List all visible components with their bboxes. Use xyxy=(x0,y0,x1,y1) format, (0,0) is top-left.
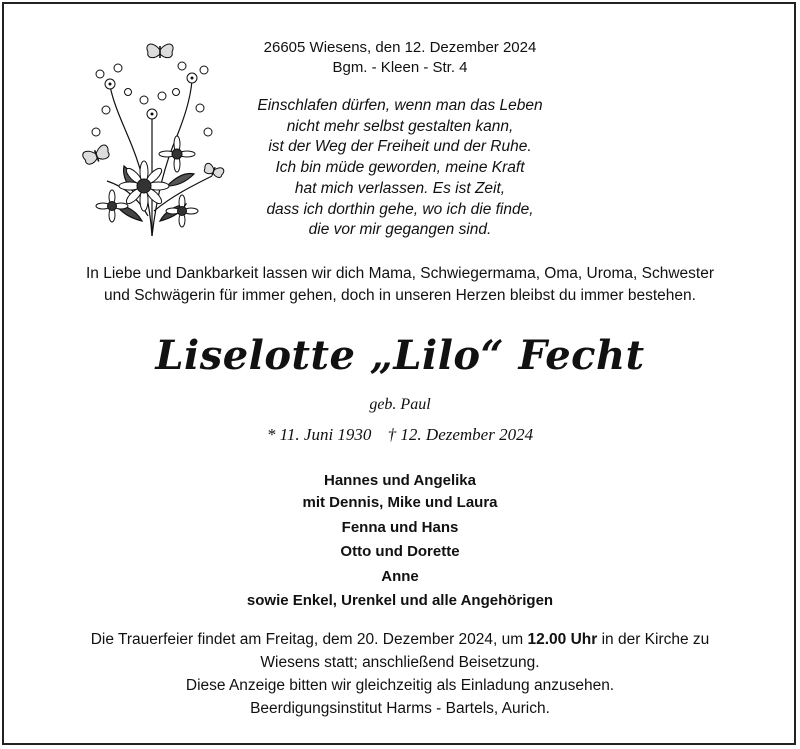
family-member: mit Dennis, Mike und Laura xyxy=(302,494,498,511)
intro-line: und Schwägerin für immer gehen, doch in unseren Herzen bleibst du immer bestehen. xyxy=(104,287,696,304)
deceased-name: Liselotte „Lilo“ Fecht xyxy=(155,332,645,379)
family-member: Otto und Dorette xyxy=(340,543,460,560)
birth-name: geb. Paul xyxy=(369,396,431,413)
poem-line: Ich bin müde geworden, meine Kraft xyxy=(275,159,525,177)
poem-line: die vor mir gegangen sind. xyxy=(308,221,492,239)
date-location: 26605 Wiesens, den 12. Dezember 2024 xyxy=(263,39,537,56)
birth-date: * 11. Juni 1930 xyxy=(266,425,372,444)
ceremony-line-2: Wiesens statt; anschließend Beisetzung. xyxy=(260,654,540,671)
family-member: Fenna und Hans xyxy=(341,518,459,536)
death-date: † 12. Dezember 2024 xyxy=(387,425,534,444)
poem-line: dass ich dorthin gehe, wo ich die finde, xyxy=(266,200,534,218)
family-member: Hannes und Angelika xyxy=(324,472,476,489)
poem-line: nicht mehr selbst gestalten kann, xyxy=(286,117,514,135)
intro-line: In Liebe und Dankbarkeit lassen wir dich Mama, Schwiegermama, Oma, Uroma, Schwester xyxy=(85,265,714,282)
poem xyxy=(190,96,610,241)
life-dates xyxy=(0,424,800,446)
family-list xyxy=(100,470,700,614)
family-member: Anne xyxy=(381,567,419,585)
ceremony-line xyxy=(40,628,760,651)
invitation-note: Diese Anzeige bitten wir gleichzeitig als Einladung anzusehen. xyxy=(185,677,615,694)
ceremony-text: Die Trauerfeier findet am Freitag, dem 20. Dezember 2024, um xyxy=(90,631,528,648)
poem-line: hat mich verlassen. Es ist Zeit, xyxy=(294,179,506,197)
intro-text xyxy=(40,263,760,307)
poem-line: ist der Weg der Freiheit und der Ruhe. xyxy=(268,138,532,156)
footer-info xyxy=(40,628,760,720)
family-member: sowie Enkel, Urenkel und alle Angehörigen xyxy=(246,592,554,609)
ceremony-text-end: in der Kirche zu xyxy=(597,631,710,648)
poem-line: Einschlafen dürfen, wenn man das Leben xyxy=(257,97,543,114)
address-block xyxy=(200,38,600,78)
undertaker: Beerdigungsinstitut Harms - Bartels, Aurich. xyxy=(250,700,550,717)
street-address: Bgm. - Kleen - Str. 4 xyxy=(332,59,468,76)
ceremony-time: 12.00 Uhr xyxy=(527,631,598,648)
